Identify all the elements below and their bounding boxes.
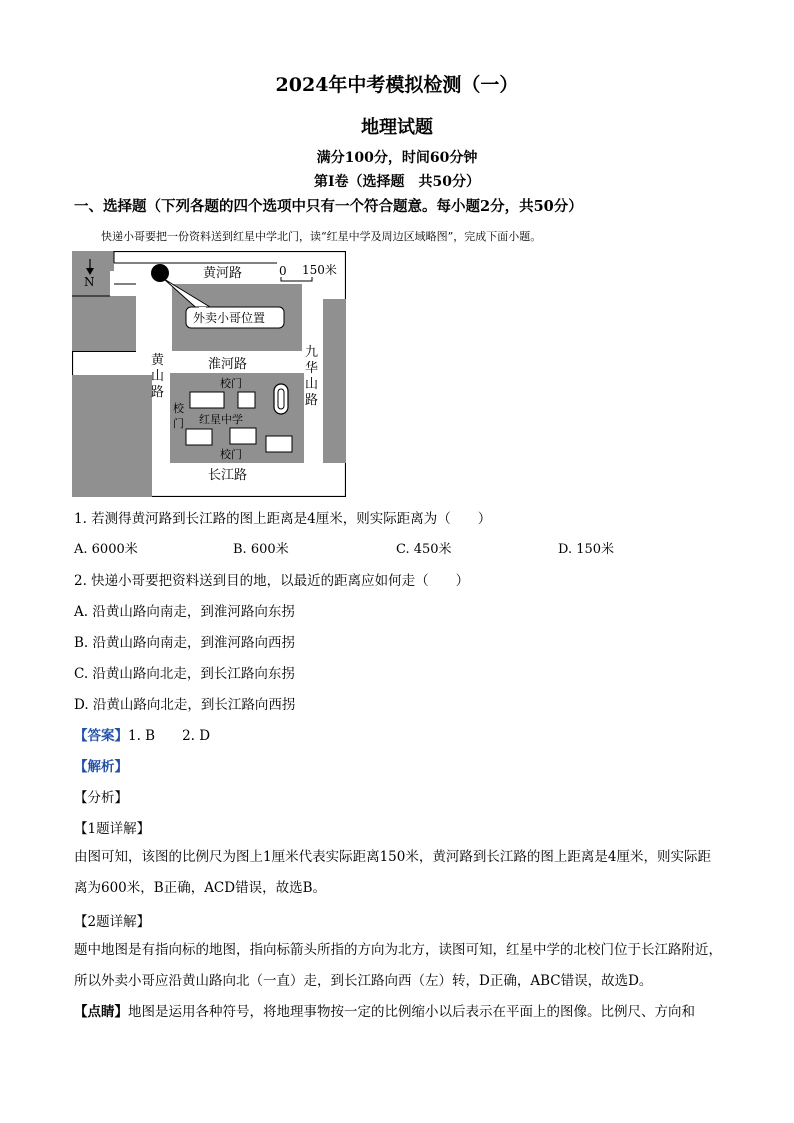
school-area-map [72, 251, 346, 497]
road-jiuhuashan-3: 山 [305, 377, 319, 392]
score-time: 满分100分，时间60分钟 [316, 150, 478, 166]
volume-title: 第Ⅰ卷（选择题 共50分） [313, 174, 481, 190]
dianjing-paragraph [74, 997, 722, 1028]
gate-bottom: 校门 [220, 448, 242, 461]
map-block [323, 299, 346, 463]
road-changjiang: 长江路 [208, 468, 248, 483]
question-2-option-a: A. 沿黄山路向南走，到淮河路向东拐 [74, 604, 295, 620]
dianjing-label: 【点睛】 [74, 1004, 128, 1020]
courier-location-marker [151, 264, 169, 282]
map-block [72, 375, 152, 497]
fenxi-label: 【分析】 [74, 790, 128, 806]
answer-line [74, 724, 210, 744]
section-intro: 快递小哥要把一份资料送到红星中学北门，读“红星中学及周边区域略图”，完成下面小题。 [101, 230, 542, 243]
road-jiuhuashan-2: 华 [305, 361, 319, 376]
road-jiuhuashan-4: 路 [305, 393, 319, 408]
scale-zero: 0 [279, 264, 287, 278]
road-huaihe: 淮河路 [208, 357, 248, 372]
answer-label: 【答案】 [74, 728, 128, 744]
exam-title: 2024年中考模拟检测（一） [275, 74, 519, 96]
question-2-option-d: D. 沿黄山路向北走，到长江路向西拐 [74, 697, 296, 713]
scale-label: 150米 [302, 263, 337, 277]
road-jiuhuashan-1: 九 [305, 345, 319, 360]
gate-top: 校门 [220, 377, 242, 390]
question-1-option-a: A. 6000米 [74, 542, 138, 557]
school-building [190, 392, 224, 408]
answer-value: 1. B 2. D [128, 728, 211, 744]
dianjing-text: 地图是运用各种符号，将地理事物按一定的比例缩小以后表示在平面上的图像。比例尺、方向和 [128, 1004, 695, 1020]
question-2-stem: 2. 快递小哥要把资料送到目的地，以最近的距离应如何走（ ） [74, 573, 470, 589]
road-huangshan-3: 路 [151, 385, 165, 400]
q1-detail-heading: 【1题详解】 [74, 821, 151, 837]
map-block [72, 251, 110, 296]
section-heading: 一、选择题（下列各题的四个选项中只有一个符合题意。每小题2分，共50分） [74, 198, 583, 215]
q1-detail-text: 由图可知，该图的比例尺为图上1厘米代表实际距离150米，黄河路到长江路的图上距离是4厘米，则实际距离为600米，B正确，ACD错误，故选B。 [74, 849, 711, 896]
q2-detail-text: 题中地图是有指向标的地图，指向标箭头所指的方向为北方，读图可知，红星中学的北校门位于长江路附近，所以外卖小哥应沿黄山路向北（一直）走，到长江路向西（左）转，D正确，ABC错误，故选D。 [74, 942, 722, 989]
subject-title: 地理试题 [361, 117, 433, 138]
analysis-label: 【解析】 [74, 759, 128, 775]
question-1-option-d: D. 150米 [558, 542, 615, 557]
question-1-option-b: B. 600米 [233, 542, 289, 557]
road-huangshan-1: 黄 [151, 353, 165, 368]
map-block [72, 296, 136, 351]
school-building [230, 428, 256, 444]
gate-left-1: 校 [173, 402, 184, 415]
question-1-option-c: C. 450米 [396, 542, 452, 557]
question-2-option-b: B. 沿黄山路向南走，到淮河路向西拐 [74, 635, 296, 651]
gate-left-2: 门 [173, 417, 184, 430]
courier-label: 外卖小哥位置 [193, 311, 266, 325]
north-letter: N [84, 275, 95, 289]
road-huangshan-2: 山 [151, 369, 165, 384]
question-2-option-c: C. 沿黄山路向北走，到长江路向东拐 [74, 666, 295, 682]
question-1-stem: 1. 若测得黄河路到长江路的图上距离是4厘米，则实际距离为（ ） [74, 511, 492, 527]
road-huanghe: 黄河路 [203, 266, 243, 281]
school-building [186, 429, 212, 445]
school-building [266, 436, 292, 452]
q2-detail-heading: 【2题详解】 [74, 914, 151, 930]
school-building [238, 392, 255, 408]
school-name: 红星中学 [199, 413, 243, 426]
